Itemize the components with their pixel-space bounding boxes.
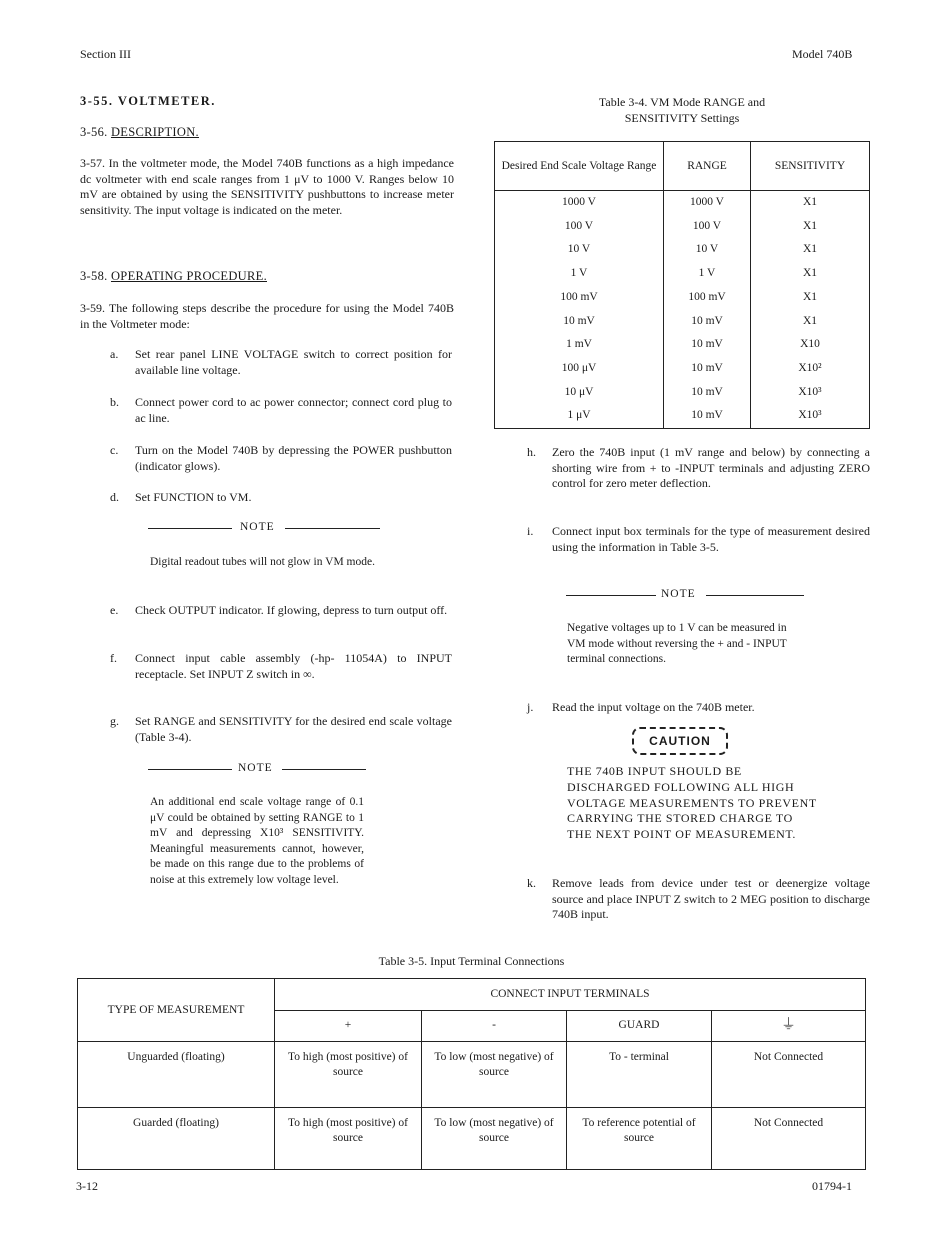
note-label: NOTE — [238, 762, 273, 774]
model-label: Model 740B — [792, 47, 853, 61]
step-text: Connect input box terminals for the type of measurement desired using the information in Table 3-5. — [552, 524, 870, 554]
step-text: Remove leads from device under test or deenergize voltage source and place INPUT Z switch to 2 MEG position to discharge 740B input. — [552, 876, 870, 921]
table-cell: 10 mV — [664, 404, 751, 428]
table-row — [495, 404, 870, 428]
section-label: Section III — [80, 47, 131, 61]
paragraph-3-59: 3-59. The following steps describe the procedure for using the Model 740B in the Voltmeter mode: — [80, 301, 454, 331]
table-cell: 10 mV — [664, 357, 751, 381]
step-text: Set rear panel LINE VOLTAGE switch to correct position for available line voltage. — [135, 347, 452, 377]
page-number: 3-12 — [76, 1179, 98, 1193]
step-letter: f. — [110, 651, 117, 665]
table-cell: 100 μV — [495, 357, 664, 381]
table-cell: To high (most positive) of source — [275, 1042, 422, 1108]
table-cell: To high (most positive) of source — [275, 1108, 422, 1170]
column-header: TYPE OF MEASUREMENT — [78, 979, 275, 1042]
step-k — [527, 876, 870, 940]
table-row — [495, 191, 870, 215]
table-cell: Not Connected — [712, 1042, 866, 1108]
step-text: Turn on the Model 740B by depressing the POWER pushbutton (indicator glows). — [135, 443, 452, 473]
heading-text: DESCRIPTION. — [110, 125, 199, 139]
note-rule — [566, 595, 656, 596]
table-cell: To reference potential of source — [567, 1108, 712, 1170]
step-letter: c. — [110, 443, 119, 457]
note-rule — [706, 595, 804, 596]
table-3-5-caption: Table 3-5. Input Terminal Connections — [378, 954, 565, 968]
step-letter: h. — [527, 445, 536, 459]
table-cell: X1 — [751, 309, 870, 333]
step-text: Check OUTPUT indicator. If glowing, depress to turn output off. — [135, 603, 448, 617]
table-row — [495, 381, 870, 405]
table-cell: X1 — [751, 215, 870, 239]
table-cell: X1 — [751, 262, 870, 286]
step-g — [110, 714, 452, 746]
table-cell: 10 μV — [495, 381, 664, 405]
step-letter: g. — [110, 714, 119, 728]
table-cell: 10 mV — [664, 333, 751, 357]
table-cell: X1 — [751, 238, 870, 262]
step-letter: e. — [110, 603, 119, 617]
table-3-4-caption — [494, 95, 870, 126]
note-rule — [282, 769, 366, 770]
step-c — [110, 443, 452, 475]
note-rule — [148, 528, 232, 529]
step-letter: k. — [527, 876, 536, 890]
note-text: Negative voltages up to 1 V can be measured in VM mode without reversing the + and - INPUT terminal connections. — [567, 622, 787, 665]
caption-line: Table 3-4. VM Mode RANGE and — [598, 95, 766, 109]
paragraph-3-57: 3-57. In the voltmeter mode, the Model 740B functions as a high impedance dc voltmeter with end scale ranges from 1 μV to 1000 V. Ranges below 10 mV are obtained by using the SENSITIVITY pushbuttons to increase meter sensitivity. The input voltage is indicated on the meter. — [80, 156, 454, 217]
table-cell: 1 mV — [495, 333, 664, 357]
note-rule — [148, 769, 232, 770]
table-cell: Guarded (floating) — [78, 1108, 275, 1170]
step-e — [110, 603, 452, 635]
table-cell: 10 mV — [664, 381, 751, 405]
step-letter: b. — [110, 395, 119, 409]
table-cell: X1 — [751, 191, 870, 215]
table-cell: X10³ — [751, 381, 870, 405]
caution-badge: CAUTION — [632, 727, 728, 755]
table-cell: X10 — [751, 333, 870, 357]
note-label: NOTE — [240, 521, 275, 533]
table-cell: Not Connected — [712, 1108, 866, 1170]
step-text: Read the input voltage on the 740B meter. — [552, 700, 755, 714]
note-label: NOTE — [661, 588, 696, 600]
table-row — [78, 1108, 866, 1170]
step-j — [527, 700, 870, 716]
column-header: Desired End Scale Voltage Range — [495, 142, 664, 191]
table-cell: 10 mV — [495, 309, 664, 333]
step-d — [110, 490, 452, 506]
step-text: Connect power cord to ac power connector; connect cord plug to ac line. — [135, 395, 452, 425]
table-cell: 1000 V — [664, 191, 751, 215]
table-cell: To low (most negative) of source — [422, 1042, 567, 1108]
step-text: Set RANGE and SENSITIVITY for the desired end scale voltage (Table 3-4). — [135, 714, 452, 744]
heading-number: 3-58. — [80, 269, 108, 283]
step-letter: d. — [110, 490, 119, 504]
heading-operating-procedure — [80, 269, 267, 285]
table-cell: 10 V — [495, 238, 664, 262]
document-number: 01794-1 — [812, 1179, 852, 1193]
table-row — [78, 1042, 866, 1108]
table-row — [495, 286, 870, 310]
step-h — [527, 445, 870, 509]
table-row — [495, 238, 870, 262]
column-header-minus: - — [422, 1010, 567, 1042]
table-row — [495, 357, 870, 381]
column-header-plus: + — [275, 1010, 422, 1042]
note-rule — [285, 528, 380, 529]
heading-text: OPERATING PROCEDURE. — [110, 269, 267, 283]
table-cell: X10² — [751, 357, 870, 381]
table-row — [495, 215, 870, 239]
table-row — [495, 333, 870, 357]
table-cell: 10 mV — [664, 309, 751, 333]
column-header-guard: GUARD — [567, 1010, 712, 1042]
table-cell: 100 V — [495, 215, 664, 239]
table-row — [495, 309, 870, 333]
step-a — [110, 347, 452, 379]
table-cell: 100 mV — [664, 286, 751, 310]
table-cell: 1 V — [664, 262, 751, 286]
step-f — [110, 651, 452, 699]
heading-number: 3-56. — [80, 125, 108, 139]
column-header: CONNECT INPUT TERMINALS — [275, 979, 866, 1011]
table-cell: 100 mV — [495, 286, 664, 310]
table-row — [495, 262, 870, 286]
table-cell: X10³ — [751, 404, 870, 428]
table-cell: 1 μV — [495, 404, 664, 428]
step-text: Set FUNCTION to VM. — [135, 490, 252, 504]
table-cell: Unguarded (floating) — [78, 1042, 275, 1108]
caution-text: THE 740B INPUT SHOULD BE DISCHARGED FOLLOWING ALL HIGH VOLTAGE MEASUREMENTS TO PREVENT CARRYING THE STORED CHARGE TO THE NEXT POINT OF MEASUREMENT. — [567, 764, 817, 842]
heading-voltmeter: 3-55. VOLTMETER. — [80, 94, 216, 108]
table-cell: To - terminal — [567, 1042, 712, 1108]
note-text: Digital readout tubes will not glow in VM mode. — [150, 556, 375, 568]
step-i — [527, 524, 870, 572]
heading-description — [80, 125, 199, 141]
table-cell: 1000 V — [495, 191, 664, 215]
ground-icon: ⏚ — [712, 1010, 866, 1042]
column-header: RANGE — [664, 142, 751, 191]
table-cell: 100 V — [664, 215, 751, 239]
step-letter: a. — [110, 347, 119, 361]
table-3-5 — [77, 978, 866, 1170]
caption-line: SENSITIVITY Settings — [624, 110, 740, 125]
step-text: Zero the 740B input (1 mV range and below) by connecting a shorting wire from + to -INPUT terminals and adjusting ZERO control for zero meter deflection. — [552, 445, 870, 490]
table-cell: X1 — [751, 286, 870, 310]
step-text: Connect input cable assembly (-hp- 11054A) to INPUT receptacle. Set INPUT Z switch in ∞. — [135, 651, 452, 681]
step-letter: i. — [527, 524, 534, 538]
table-cell: 1 V — [495, 262, 664, 286]
column-header: SENSITIVITY — [751, 142, 870, 191]
step-b — [110, 395, 452, 427]
table-cell: To low (most negative) of source — [422, 1108, 567, 1170]
note-text: An additional end scale voltage range of 0.1 μV could be obtained by setting RANGE to 1 mV and depressing X10³ SENSITIVITY. Meaningful measurements cannot, however, be made on this range due to the problems of noise at this extremely low voltage level. — [150, 796, 364, 886]
table-cell: 10 V — [664, 238, 751, 262]
step-letter: j. — [527, 700, 534, 714]
table-3-4 — [494, 141, 870, 429]
